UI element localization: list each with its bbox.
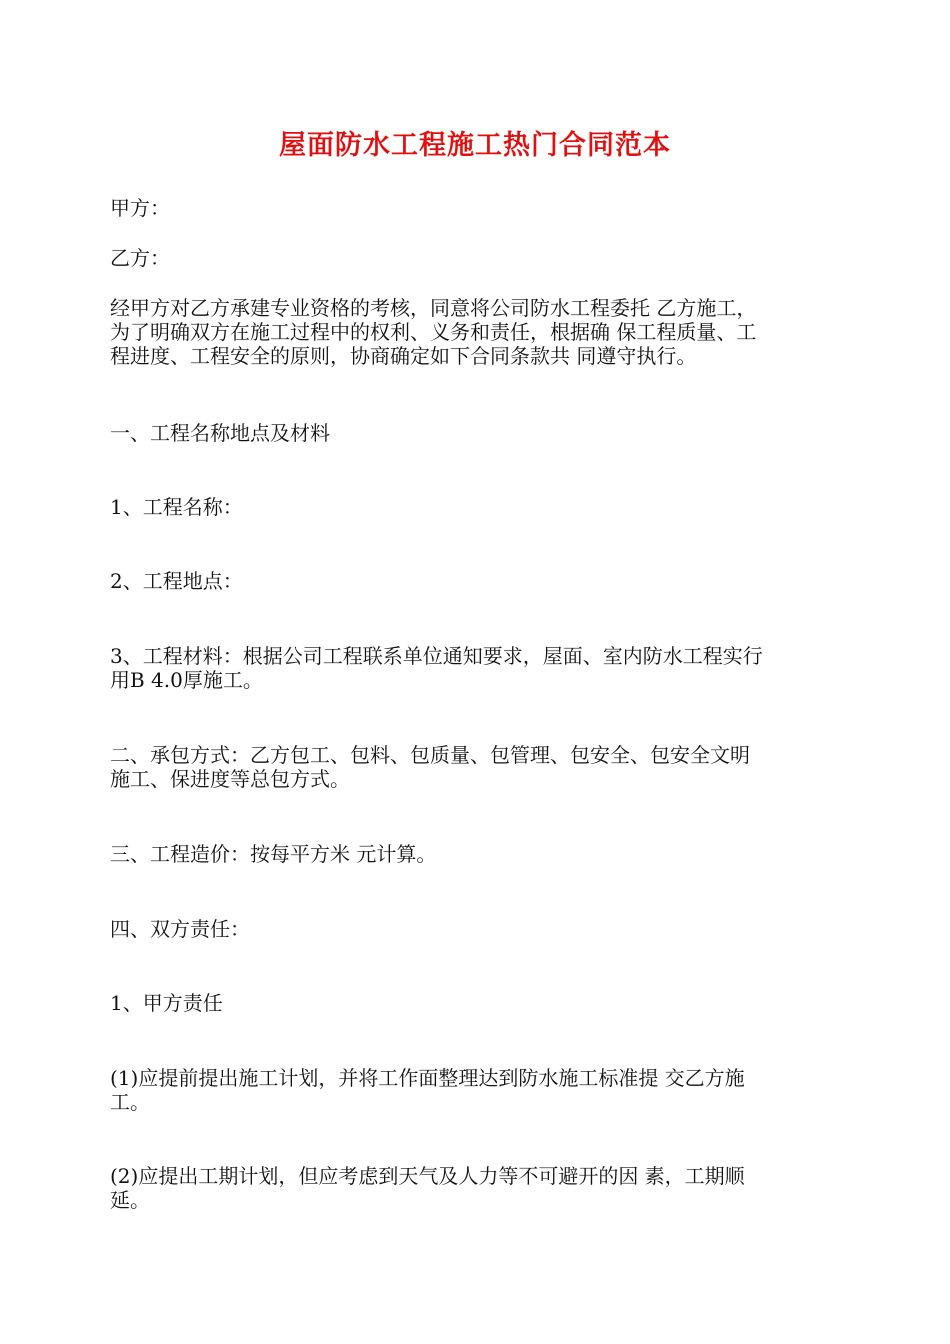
section-3-cost: 三、工程造价：按每平方米 元计算。 [110,842,437,866]
intro-line: 程进度、工程安全的原则，协商确定如下合同条款共 同遵守执行。 [110,344,697,368]
item-project-materials [110,644,842,692]
section-2-contract-method [110,743,842,791]
duty-line: 延。 [110,1188,150,1212]
party-a-line: 甲方： [110,196,170,220]
intro-paragraph [110,296,842,368]
section-1-heading: 一、工程名称地点及材料 [110,421,330,445]
item-project-name: 1、工程名称： [110,495,243,519]
materials-line: 用B 4.0厚施工。 [110,668,263,692]
duty-line: 工。 [110,1090,150,1114]
intro-line: 为了明确双方在施工过程中的权利、义务和责任，根据确 保工程质量、工 [110,320,757,344]
contract-method-line: 施工、保进度等总包方式。 [110,767,350,791]
document-title: 屋面防水工程施工热门合同范本 [279,130,671,161]
materials-line: 3、工程材料：根据公司工程联系单位通知要求，屋面、室内防水工程实行 [110,644,763,668]
section-4-heading: 四、双方责任： [110,917,250,941]
intro-line: 经甲方对乙方承建专业资格的考核，同意将公司防水工程委托 乙方施工， [110,296,757,320]
duty-item-1 [110,1066,842,1114]
contract-method-line: 二、承包方式：乙方包工、包料、包质量、包管理、包安全、包安全文明 [110,743,750,767]
duty-line: (1)应提前提出施工计划，并将工作面整理达到防水施工标准提 交乙方施 [110,1066,745,1090]
item-project-location: 2、工程地点： [110,569,243,593]
party-b-line: 乙方： [110,246,170,270]
duty-line: (2)应提出工期计划，但应考虑到天气及人力等不可避开的因 素，工期顺 [110,1164,745,1188]
duty-item-2 [110,1164,842,1212]
item-party-a-duties: 1、甲方责任 [110,991,223,1015]
